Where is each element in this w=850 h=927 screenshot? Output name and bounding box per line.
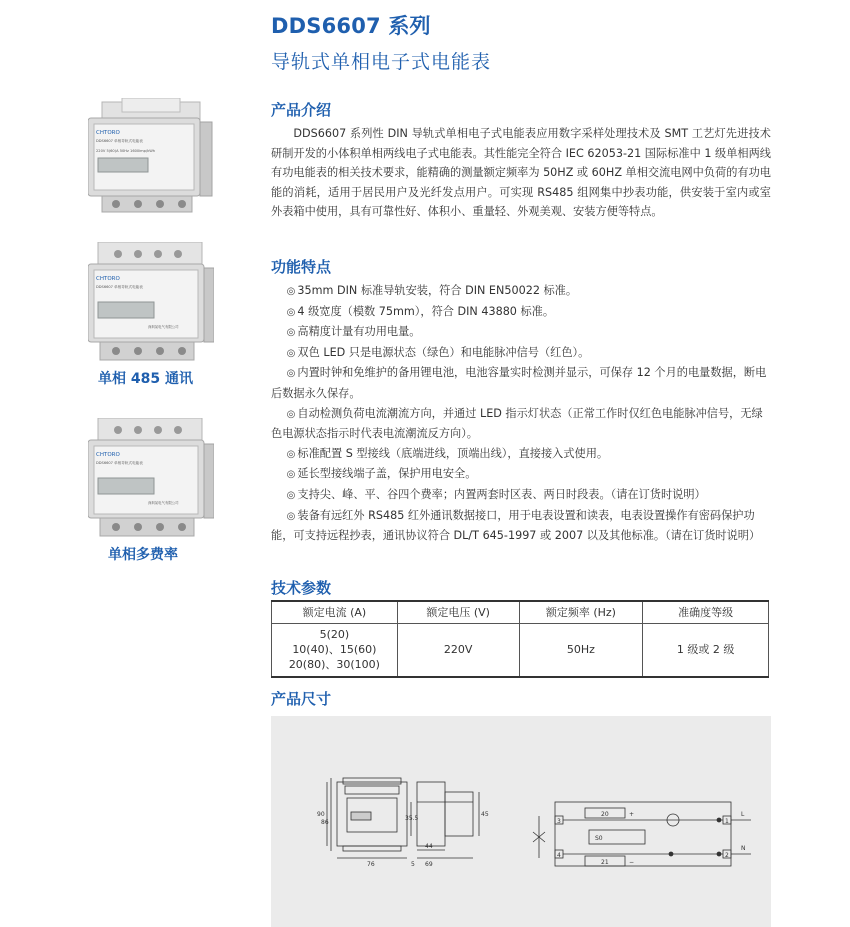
terminal-3: 3 <box>557 818 561 825</box>
dimensions-panel <box>271 716 771 927</box>
bullet-icon: ◎ <box>286 448 296 460</box>
bullet-icon: ◎ <box>286 306 296 318</box>
feature-item <box>271 302 771 323</box>
feature-text: 自动检测负荷电流潮流方向，并通过 LED 指示灯状态（正常工作时仅红色电能脉冲信号，无绿色电源状态指示时代表电流潮流反方向）。 <box>271 406 763 441</box>
bullet-icon: ◎ <box>286 327 296 339</box>
params-table <box>271 600 769 678</box>
meter-brand: CHTORO <box>96 452 120 458</box>
feature-item <box>271 281 771 302</box>
feature-item <box>271 506 771 546</box>
feature-item <box>271 404 771 444</box>
feature-item <box>271 464 771 485</box>
current-line: 10(40)、15(60) <box>292 643 377 657</box>
dimensions-heading: 产品尺寸 <box>271 690 332 708</box>
bullet-icon: ◎ <box>286 347 296 359</box>
bullet-icon: ◎ <box>286 286 296 297</box>
terminal-2: 2 <box>725 852 729 859</box>
meter-spec-line: 220V 5(60)A 50Hz 1600imp/kWh <box>96 149 156 153</box>
cell-accuracy: 1 级或 2 级 <box>643 623 769 677</box>
feature-text: 高精度计量有功用电量。 <box>297 325 421 339</box>
meter-model-line: DDS6607 单相导轨式电能表 <box>96 461 143 465</box>
feature-text: 35mm DIN 标准导轨安装，符合 DIN EN50022 标准。 <box>297 284 578 297</box>
current-line: 5(20) <box>319 628 350 642</box>
feature-item <box>271 363 771 403</box>
bullet-icon: ◎ <box>286 510 296 522</box>
dim-side-w2: 69 <box>425 861 433 868</box>
product-label-multirate: 单相多费率 <box>108 547 178 563</box>
params-heading: 技术参数 <box>271 579 332 597</box>
wiring-diagram <box>533 802 751 866</box>
bullet-icon: ◎ <box>286 368 296 380</box>
col-header-voltage: 额定电压 (V) <box>397 601 519 623</box>
table-row <box>272 623 769 677</box>
features-list <box>271 281 771 546</box>
dim-side-h2: 45 <box>481 811 489 818</box>
wiring-label-so: S0 <box>595 835 603 842</box>
cell-frequency: 50Hz <box>519 623 643 677</box>
front-view <box>327 778 407 858</box>
meter-model-line: DDS6607 单相导轨式电能表 <box>96 285 143 289</box>
bullet-icon: ◎ <box>286 489 296 501</box>
dim-side-w3: 5 <box>411 861 415 868</box>
feature-text: 内置时钟和免维护的备用锂电池，电池容量实时检测并显示，可保存 12 个月的电量数据，断电后数据永久保存。 <box>271 366 767 400</box>
side-view <box>411 782 479 858</box>
feature-item <box>271 322 771 343</box>
meter-maker: 深圳某电气有限公司 <box>148 501 179 505</box>
feature-item <box>271 485 771 506</box>
meter-image-1 <box>88 98 214 216</box>
feature-text: 延长型接线端子盖，保护用电安全。 <box>297 467 477 481</box>
feature-text: 4 级宽度（模数 75mm），符合 DIN 43880 标准。 <box>297 304 555 318</box>
intro-heading: 产品介绍 <box>271 101 332 119</box>
meter-image-485 <box>88 242 214 362</box>
wiring-minus: − <box>629 859 635 866</box>
terminal-1: 1 <box>725 818 729 825</box>
wiring-label-21: 21 <box>601 859 609 866</box>
feature-text: 双色 LED 只是电源状态（绿色）和电能脉冲信号（红色）。 <box>297 345 590 359</box>
bullet-icon: ◎ <box>286 408 296 420</box>
feature-text: 支持尖、峰、平、谷四个费率；内置两套时区表、两日时段表。（请在订货时说明） <box>297 487 706 501</box>
col-header-frequency: 额定频率 (Hz) <box>519 601 643 623</box>
feature-text: 标准配置 S 型接线（底端进线，顶端出线），直接接入式使用。 <box>297 446 609 460</box>
series-title: DDS6607 系列 <box>271 14 431 38</box>
dimension-drawing <box>271 716 771 927</box>
bullet-icon: ◎ <box>286 469 296 481</box>
feature-text: 装备有远红外 RS485 红外通讯数据接口，用于电表设置和读表，电表设置操作有密码保护功能，可支持远程抄表，通讯协议符合 DL/T 645-1997 或 2007 以及其他标准。（请在订货时说明） <box>271 508 761 543</box>
feature-item <box>271 343 771 364</box>
dim-front-h2: 86 <box>321 819 329 826</box>
current-line: 20(80)、30(100) <box>288 658 380 672</box>
wiring-label-l: L <box>741 811 745 818</box>
feature-item <box>271 444 771 465</box>
meter-brand: CHTORO <box>96 276 120 282</box>
product-subtitle: 导轨式单相电子式电能表 <box>271 51 492 73</box>
dim-side-w1: 44 <box>425 843 433 850</box>
table-header-row <box>272 601 769 623</box>
dim-front-h1: 90 <box>317 811 325 818</box>
dim-front-w: 76 <box>367 861 375 868</box>
meter-maker: 深圳某电气有限公司 <box>148 325 179 329</box>
col-header-current: 额定电流 (A) <box>272 601 398 623</box>
wiring-label-20: 20 <box>601 811 609 818</box>
col-header-accuracy: 准确度等级 <box>643 601 769 623</box>
wiring-plus: + <box>629 811 635 818</box>
meter-model-line: DDS6607 单相导轨式电能表 <box>96 139 143 143</box>
dim-side-h1: 35.5 <box>405 815 419 822</box>
product-label-485: 单相 485 通讯 <box>98 371 193 387</box>
cell-current <box>272 623 398 677</box>
cell-voltage: 220V <box>397 623 519 677</box>
wiring-label-n: N <box>741 845 746 852</box>
terminal-4: 4 <box>557 852 561 859</box>
meter-image-multirate <box>88 418 214 538</box>
features-heading: 功能特点 <box>271 258 332 276</box>
intro-paragraph: DDS6607 系列性 DIN 导轨式单相电子式电能表应用数字采样处理技术及 SMT 工艺灯先进技术研制开发的小体积单相两线电子式电能表。其性能完全符合 IEC 62053-21 国际标准中 1 级单相两线有功电能表的相关技术要求，能精确的测量额定频率为 50HZ 或 60HZ 单相交流电网中负荷的有功电能的消耗，适用于居民用户及光纤发点用户。可实现 RS485 组网集中抄表功能，供安装于室内或室外表箱中使用，具有可靠性好、体积小、重量轻、外观美观、安装方便等特点。 <box>271 127 771 219</box>
meter-brand: CHTORO <box>96 130 120 136</box>
